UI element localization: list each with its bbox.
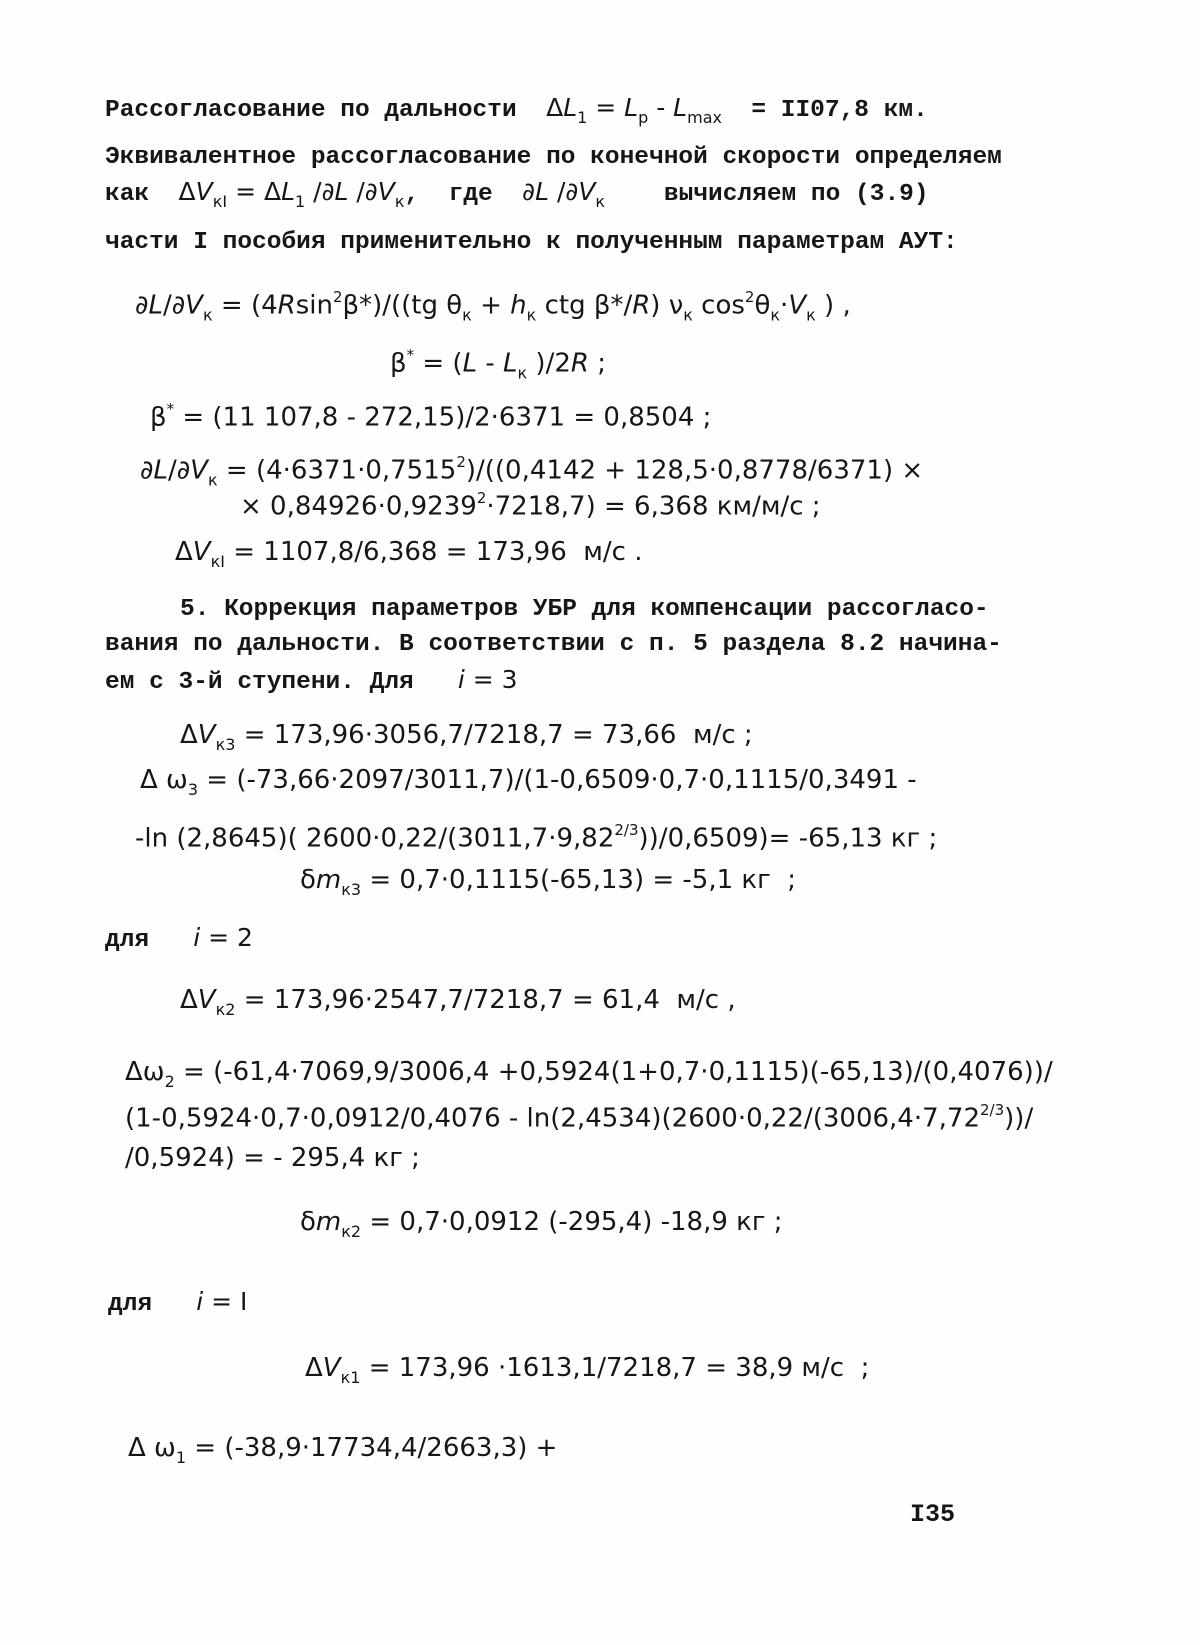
math-italic-symbol: R — [277, 290, 296, 321]
subscript: 2 — [164, 1072, 175, 1092]
superscript: 2 — [456, 453, 466, 471]
formula-dV-k3 — [180, 715, 753, 755]
text-run: = (11 107,8 - 272,15)/2·6371 = 0,8504 ; — [174, 402, 712, 433]
text-run: × 0,84926·0,9239 — [240, 491, 477, 522]
text-run: = 1107,8/6,368 = 173,96 м/с . — [224, 537, 643, 567]
superscript: 2 — [744, 288, 755, 306]
math-symbol: = 3 — [464, 665, 518, 694]
text-run: Δ ω — [140, 765, 188, 795]
text-run: Δ — [305, 1353, 323, 1383]
text-run: cos — [692, 290, 745, 321]
page-number: I35 — [910, 1500, 956, 1529]
text-run: Эквивалентное рассогласование по конечной скорости определяем — [105, 144, 1002, 171]
text-run: · — [780, 290, 789, 321]
text-run: = 173,96·3056,7/7218,7 = 73,66 м/с ; — [235, 720, 753, 750]
superscript: * — [166, 400, 175, 418]
subscript: к — [683, 305, 693, 325]
formula-beta-value — [150, 389, 712, 433]
text-run: )/((0,4142 + 128,5·0,8778/6371) × — [465, 455, 924, 486]
text-run: ctg β*/ — [536, 290, 633, 321]
subscript: к — [770, 305, 781, 325]
math-italic-symbol: i — [196, 1287, 204, 1316]
math-italic-symbol: L — [148, 290, 163, 321]
math-italic-symbol: i — [457, 665, 465, 694]
superscript: 2 — [476, 489, 487, 507]
text-run: = II07,8 км. — [721, 97, 928, 124]
formula-dV-k1-step — [305, 1348, 869, 1388]
text-run: ))/0,6509)= -65,13 кг ; — [638, 823, 938, 854]
text-line — [105, 172, 929, 212]
superscript: 2/3 — [614, 821, 639, 839]
text-run: (1-0,5924·0,7·0,0912/0,4076 - ln(2,4534)(2600·0,22/(3006,4·7,72 — [125, 1103, 981, 1134]
formula-dL-dV-value-cont — [240, 478, 821, 522]
math-symbol: /∂ — [348, 177, 378, 206]
text-run: ; — [588, 348, 606, 379]
text-run: Δ — [180, 985, 198, 1015]
math-symbol: = Δ — [227, 177, 282, 206]
paragraph-line — [105, 660, 518, 700]
text-run: ) , — [815, 290, 851, 321]
text-run: ∂ — [135, 290, 149, 321]
math-symbol: ∂ — [522, 177, 536, 206]
text-line — [105, 223, 958, 263]
formula-d-omega-2-cont — [125, 1090, 1034, 1134]
formula-d-omega-3-cont — [135, 810, 938, 854]
math-italic-symbol: L — [502, 348, 518, 379]
math-symbol: - — [648, 93, 674, 122]
subscript: 1 — [295, 192, 306, 212]
math-italic-symbol: i — [193, 923, 201, 952]
subscript: к — [462, 305, 472, 325]
subscript: к — [806, 305, 816, 325]
text-run: β — [150, 402, 167, 433]
text-run: Δω — [125, 1057, 165, 1087]
subscript: к2 — [215, 1000, 236, 1020]
text-run: = 0,7·0,1115(-65,13) = -5,1 кг ; — [361, 865, 797, 895]
subscript: к — [202, 305, 213, 325]
subscript: к — [207, 470, 218, 490]
text-run: вания по дальности. В соответствии с п. 5 раздела 8.2 начина- — [105, 631, 1002, 658]
text-run: = (4·6371·0,7515 — [217, 455, 457, 486]
math-italic-symbol: L — [334, 177, 349, 206]
math-italic-symbol: m — [315, 1207, 342, 1237]
text-run: , где — [404, 181, 523, 208]
text-run: β*)/((tg θ — [342, 290, 463, 321]
subscript: кI — [212, 192, 228, 212]
math-symbol: Δ — [546, 93, 564, 122]
text-run: части I пособия применительно к полученным параметрам АУТ: — [105, 229, 958, 256]
math-italic-symbol: V — [578, 177, 596, 206]
text-run: = (-61,4·7069,9/3006,4 +0,5924(1+0,7·0,1115)(-65,13)/(0,4076))/ — [174, 1057, 1053, 1087]
math-italic-symbol: V — [190, 455, 208, 486]
subscript: к — [394, 192, 405, 212]
math-italic-symbol: L — [535, 177, 550, 206]
text-run: )/2 — [527, 348, 571, 379]
text-run: β — [390, 348, 407, 379]
text-run: /∂ — [162, 290, 186, 321]
math-italic-symbol: V — [192, 537, 211, 567]
math-italic-symbol: h — [510, 290, 527, 321]
math-italic-symbol: L — [673, 93, 688, 122]
text-run: Δ — [180, 720, 198, 750]
formula-beta — [390, 335, 606, 383]
text-run: Δ — [175, 537, 193, 567]
text-run: ем с 3-й ступени. Для — [105, 669, 458, 696]
text-run: + — [471, 290, 511, 321]
subscript: к — [517, 363, 528, 383]
math-italic-symbol: L — [153, 455, 168, 486]
text-run: sin — [295, 290, 333, 321]
subscript: к3 — [215, 735, 236, 755]
case-label-i1 — [108, 1282, 247, 1322]
formula-dm-k2 — [300, 1202, 783, 1242]
math-italic-symbol: V — [197, 720, 216, 750]
math-symbol: /∂ — [549, 177, 579, 206]
formula-dm-k3 — [300, 860, 796, 900]
math-symbol: = — [587, 93, 625, 122]
superscript: 2/3 — [980, 1101, 1005, 1119]
math-italic-symbol: L — [624, 93, 639, 122]
text-run: -ln (2,8645)( 2600·0,22/(3011,7·9,82 — [135, 823, 615, 854]
subscript: р — [638, 108, 649, 128]
formula-d-omega-1 — [128, 1428, 557, 1468]
text-run: = (-38,9·17734,4/2663,3) + — [186, 1433, 558, 1463]
math-italic-symbol: R — [632, 290, 651, 321]
text-run: = 173,96 ·1613,1/7218,7 = 38,9 м/с ; — [360, 1353, 870, 1383]
formula-dL-dV-value — [140, 442, 924, 490]
text-run: Рассогласование по дальности — [105, 97, 547, 124]
case-label-i2 — [105, 918, 253, 958]
math-italic-symbol: R — [570, 348, 589, 379]
text-run: Δ ω — [128, 1433, 176, 1463]
subscript: к — [595, 192, 606, 212]
subscript: к — [526, 305, 537, 325]
math-italic-symbol: L — [281, 177, 296, 206]
text-run: /∂ — [167, 455, 191, 486]
formula-d-omega-2 — [125, 1052, 1053, 1092]
text-run: ) ν — [650, 290, 684, 321]
text-run: = 0,7·0,0912 (-295,4) -18,9 кг ; — [361, 1207, 783, 1237]
text-run: для — [108, 1291, 197, 1318]
math-italic-symbol: m — [315, 865, 342, 895]
formula-d-omega-2-end — [125, 1138, 420, 1178]
formula-dV-k1 — [175, 532, 642, 572]
text-run: 5. Коррекция параметров УБР для компенсации рассогласо- — [180, 596, 989, 623]
text-run: δ — [300, 1207, 316, 1237]
math-italic-symbol: V — [195, 177, 213, 206]
text-run: как — [105, 181, 179, 208]
text-run: = (4 — [212, 290, 278, 321]
math-italic-symbol: V — [185, 290, 203, 321]
subscript: 1 — [577, 108, 588, 128]
subscript: к2 — [341, 1222, 362, 1242]
subscript: к3 — [341, 880, 362, 900]
math-italic-symbol: V — [788, 290, 807, 321]
superscript: 2 — [332, 288, 343, 306]
paragraph-line — [180, 590, 989, 630]
text-run: = 173,96·2547,7/7218,7 = 61,4 м/с , — [235, 985, 736, 1015]
superscript: * — [406, 346, 415, 364]
text-run: ∂ — [140, 455, 154, 486]
paragraph-line — [105, 625, 1002, 665]
math-italic-symbol: V — [377, 177, 395, 206]
range-mismatch-line — [105, 88, 928, 128]
subscript: max — [687, 108, 722, 128]
text-run: ))/ — [1004, 1103, 1034, 1134]
text-run: ·7218,7) = 6,368 км/м/с ; — [486, 491, 821, 522]
text-run: для — [105, 927, 194, 954]
math-italic-symbol: V — [197, 985, 216, 1015]
math-italic-symbol: L — [462, 348, 478, 379]
formula-d-omega-3 — [140, 760, 917, 800]
subscript: к1 — [340, 1368, 361, 1388]
subscript: кI — [210, 552, 225, 572]
text-run: - — [477, 348, 503, 379]
subscript: 1 — [175, 1448, 187, 1468]
formula-dL-dV — [135, 277, 851, 325]
math-symbol: Δ — [178, 177, 196, 206]
text-run: = (-73,66·2097/3011,7)/(1-0,6509·0,7·0,1115/0,3491 - — [198, 765, 917, 795]
math-symbol: = 2 — [200, 923, 253, 952]
subscript: 3 — [187, 780, 199, 800]
text-run: θ — [754, 290, 771, 321]
math-italic-symbol: L — [563, 93, 578, 122]
text-run: δ — [300, 865, 316, 895]
math-symbol: = I — [203, 1287, 248, 1316]
text-run: /0,5924) = - 295,4 кг ; — [125, 1143, 420, 1173]
math-symbol: /∂ — [305, 177, 335, 206]
text-run: = ( — [414, 348, 463, 379]
math-italic-symbol: V — [322, 1353, 341, 1383]
text-run: вычисляем по (3.9) — [605, 181, 929, 208]
formula-dV-k2 — [180, 980, 736, 1020]
